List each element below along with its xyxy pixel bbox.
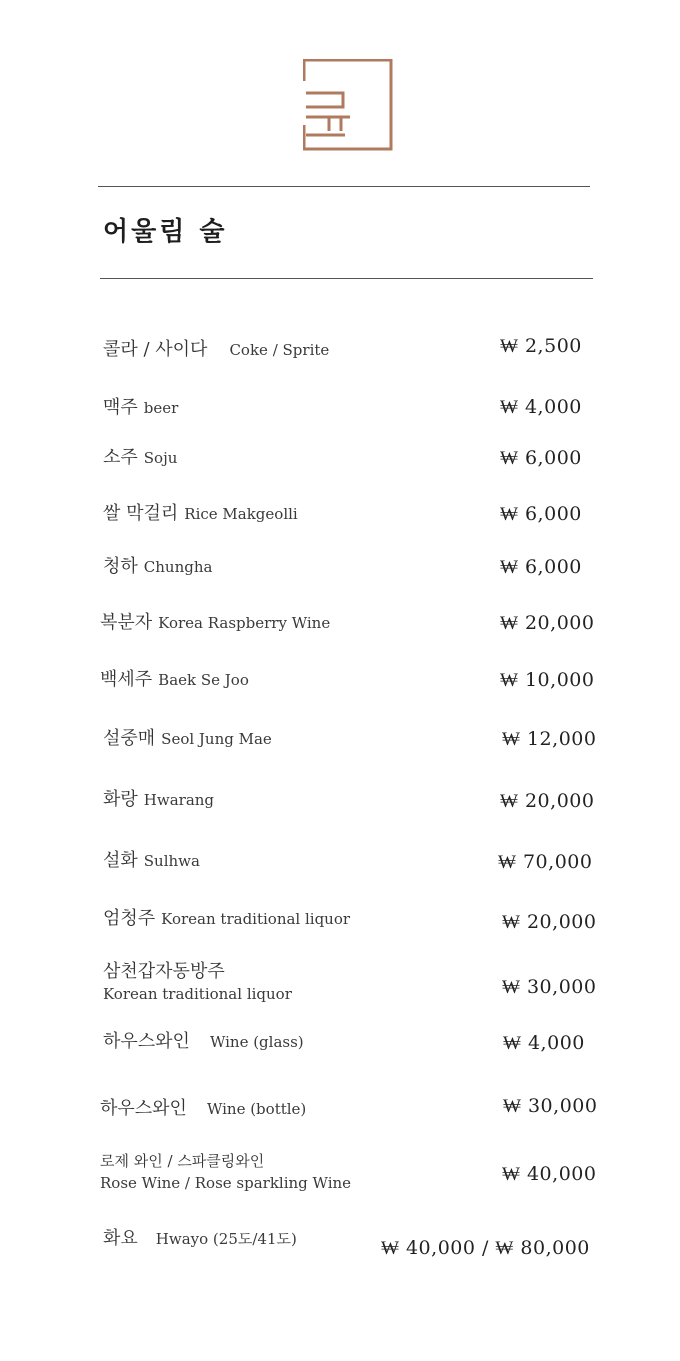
item-price: ₩ 2,500 xyxy=(500,335,582,357)
item-name-ko: 엄청주 xyxy=(103,908,156,929)
item-name-en: Wine (bottle) xyxy=(206,1100,307,1118)
item-price: ₩ 6,000 xyxy=(500,503,582,525)
menu-item xyxy=(0,1032,680,1062)
menu-item xyxy=(0,557,680,587)
item-name-en: Baek Se Joo xyxy=(158,671,249,689)
item-name-en: Hwayo (25도/41도) xyxy=(155,1230,297,1248)
item-name-en: Korean traditional liquor xyxy=(103,985,292,1003)
item-price: ₩ 40,000 xyxy=(502,1163,597,1185)
item-price: ₩ 6,000 xyxy=(500,556,582,578)
top-divider xyxy=(98,186,590,187)
item-name-ko: 맥주 xyxy=(103,397,138,418)
item-name-en: Rose Wine / Rose sparkling Wine xyxy=(100,1174,352,1192)
item-price: ₩ 30,000 xyxy=(503,1095,598,1117)
title-divider xyxy=(100,278,593,279)
item-name-ko: 쌀 막걸리 xyxy=(103,503,179,524)
item-price: ₩ 40,000 / ₩ 80,000 xyxy=(381,1237,590,1259)
item-price: ₩ 10,000 xyxy=(500,669,595,691)
menu-item xyxy=(0,1229,680,1259)
item-name-en: Soju xyxy=(143,449,178,467)
item-price: ₩ 20,000 xyxy=(502,911,597,933)
item-name-en: Korea Raspberry Wine xyxy=(158,614,331,632)
item-name-ko: 화랑 xyxy=(103,789,138,810)
item-name-ko: 하우스와인 xyxy=(103,1031,190,1052)
item-name-en: Chungha xyxy=(143,558,213,576)
item-name-ko: 로제 와인 / 스파클링와인 xyxy=(100,1152,265,1170)
item-price: ₩ 6,000 xyxy=(500,447,582,469)
item-name-ko: 설화 xyxy=(103,850,138,871)
menu-item xyxy=(0,448,680,478)
item-name-ko: 청하 xyxy=(103,556,138,577)
item-name-ko: 콜라 / 사이다 xyxy=(103,339,208,360)
item-name-ko: 삼천갑자동방주 xyxy=(103,961,225,982)
menu-item xyxy=(0,1095,680,1129)
menu-item xyxy=(0,613,680,643)
menu-item xyxy=(0,729,680,759)
menu-item xyxy=(0,335,680,368)
item-price: ₩ 12,000 xyxy=(502,728,597,750)
item-name-ko: 설중매 xyxy=(103,728,156,749)
item-name-ko: 복분자 xyxy=(100,612,153,633)
item-name-ko: 하우스와인 xyxy=(100,1098,187,1119)
menu-item xyxy=(0,504,680,534)
page-title: 어울림 술 xyxy=(103,217,228,247)
item-name-en: Sulhwa xyxy=(143,852,200,870)
item-name-en: Coke / Sprite xyxy=(229,341,330,359)
item-price: ₩ 20,000 xyxy=(500,612,595,634)
item-name-en: Hwarang xyxy=(143,791,215,809)
brand-logo-icon xyxy=(303,59,393,151)
menu-item xyxy=(0,851,680,881)
item-price: ₩ 20,000 xyxy=(500,790,595,812)
item-price: ₩ 4,000 xyxy=(503,1032,585,1054)
menu-item xyxy=(0,670,680,700)
item-name-ko: 소주 xyxy=(103,447,138,468)
item-name-en: Korean traditional liquor xyxy=(161,910,351,928)
menu-item xyxy=(0,790,680,820)
item-name-en: Wine (glass) xyxy=(209,1033,304,1051)
menu-item xyxy=(0,396,680,426)
item-name-ko: 화요 xyxy=(103,1228,138,1249)
item-name-en: beer xyxy=(143,399,179,417)
item-price: ₩ 30,000 xyxy=(502,976,597,998)
item-name-en: Rice Makgeolli xyxy=(184,505,298,523)
menu-item xyxy=(0,909,680,939)
item-price: ₩ 70,000 xyxy=(498,851,593,873)
item-name-ko: 백세주 xyxy=(100,669,153,690)
menu-item xyxy=(0,1151,680,1195)
item-price: ₩ 4,000 xyxy=(500,396,582,418)
item-name-en: Seol Jung Mae xyxy=(161,730,272,748)
menu-item xyxy=(0,962,680,1010)
